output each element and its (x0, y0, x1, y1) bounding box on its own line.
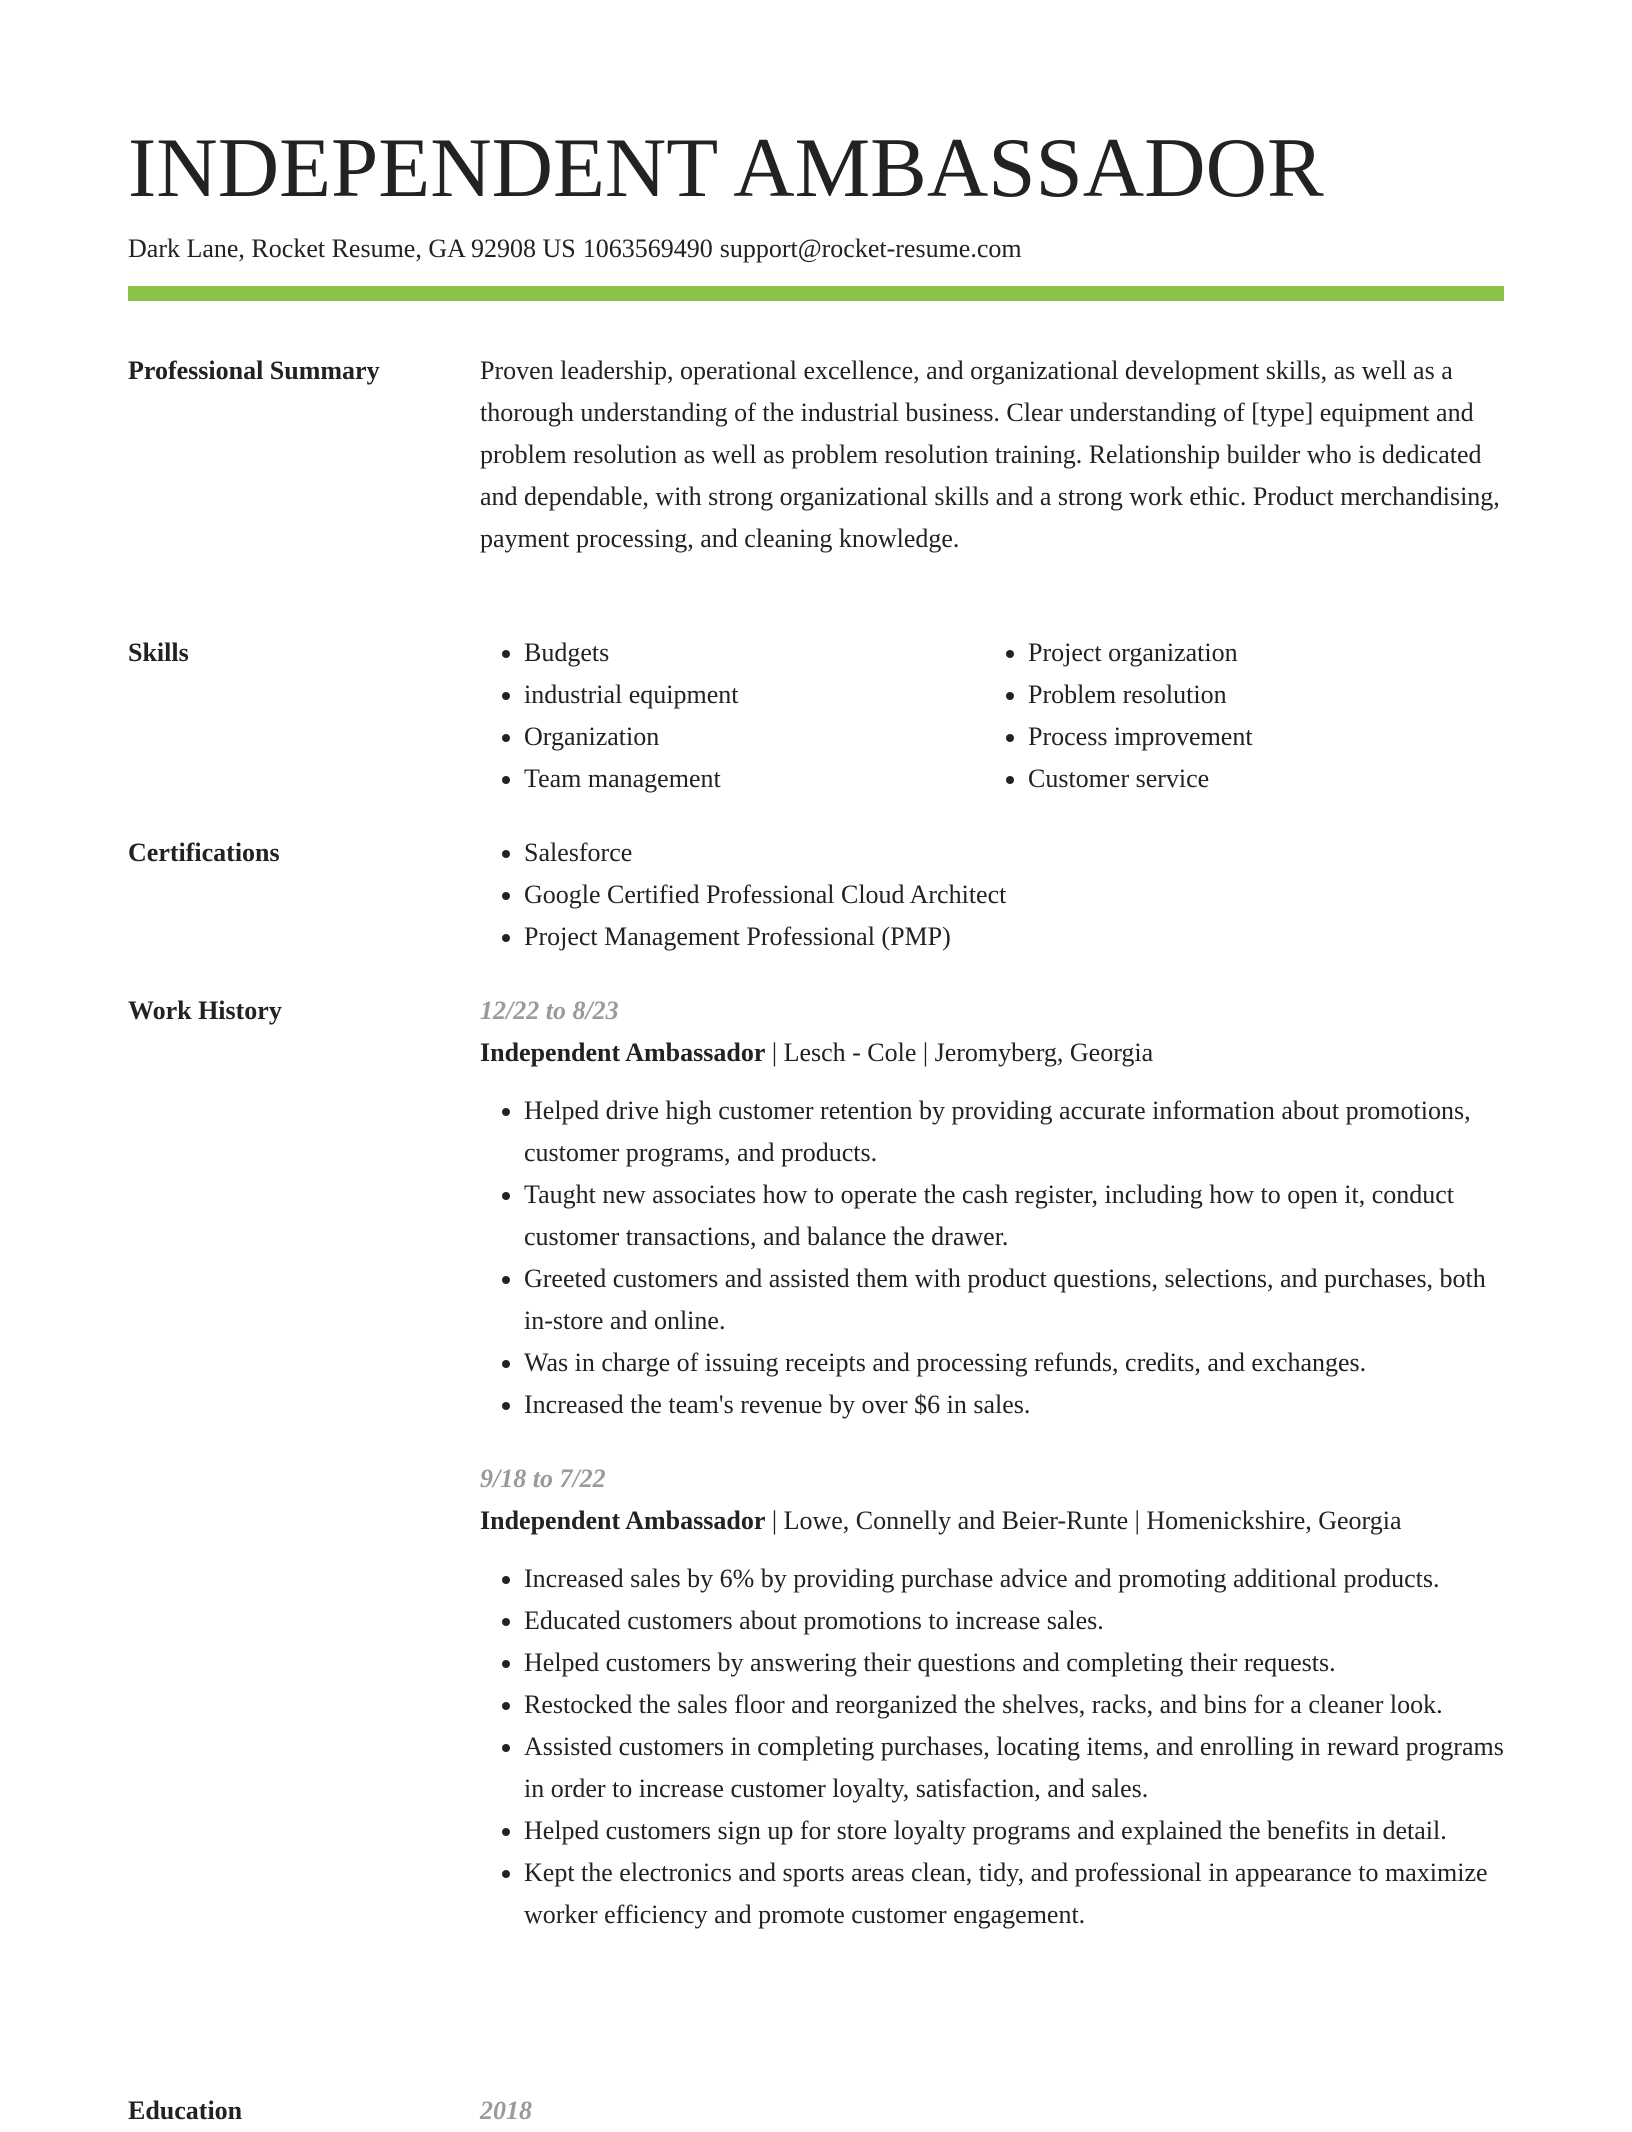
work-history-section-title: Work History (128, 996, 282, 1025)
job-entry (480, 990, 1504, 1426)
skill-item: • Customer service (1028, 758, 1488, 800)
accent-divider (128, 286, 1504, 301)
skills-column-right (984, 632, 1488, 800)
job-role: Independent Ambassador (480, 1506, 766, 1535)
skills-section-title: Skills (128, 638, 189, 667)
skill-item: • Problem resolution (1028, 674, 1488, 716)
skills-list-right (984, 632, 1488, 800)
job-bullet: • Was in charge of issuing receipts and processing refunds, credits, and exchanges. (524, 1342, 1504, 1384)
skills-grid (480, 632, 1504, 800)
job-bullet: • Restocked the sales floor and reorganized the shelves, racks, and bins for a cleaner look. (524, 1684, 1504, 1726)
summary-text: Proven leadership, operational excellence, and organizational development skills, as well as a thorough understanding of the industrial business. Clear understanding of [type] equipment and problem resolution as well as problem resolution training. Relationship builder who is dedicated and dependable, with strong organizational skills and a strong work ethic. Product merchandising, payment processing, and cleaning knowledge. (480, 356, 1500, 553)
skills-body (480, 632, 1504, 800)
contact-phone: 1063569490 (582, 234, 713, 263)
skills-column-left (480, 632, 984, 800)
skill-item: • Project organization (1028, 632, 1488, 674)
job-title-line (480, 1032, 1504, 1074)
job-details: | Lesch - Cole | Jeromyberg, Georgia (765, 1038, 1154, 1067)
skill-item: • Budgets (524, 632, 984, 674)
job-bullet: • Kept the electronics and sports areas clean, tidy, and professional in appearance to maximize worker efficiency and promote customer engagement. (524, 1852, 1504, 1936)
certification-item: • Google Certified Professional Cloud Architect (524, 874, 1504, 916)
certifications-body (480, 832, 1504, 958)
education-dates: 2018 (480, 2096, 532, 2125)
job-bullets (480, 1090, 1504, 1426)
job-dates: 9/18 to 7/22 (480, 1464, 606, 1493)
summary-body (480, 350, 1504, 560)
job-bullet: • Helped drive high customer retention by providing accurate information about promotions, customer programs, and products. (524, 1090, 1504, 1174)
job-details: | Lowe, Connelly and Beier-Runte | Homenickshire, Georgia (765, 1506, 1402, 1535)
contact-address: Dark Lane, Rocket Resume, GA 92908 US (128, 234, 576, 263)
resume-name-heading: INDEPENDENT AMBASSADOR (128, 121, 1324, 215)
contact-email[interactable]: support@rocket-resume.com (719, 234, 1022, 263)
skill-item: • Team management (524, 758, 984, 800)
summary-section-title: Professional Summary (128, 356, 380, 385)
education-body (480, 2090, 1504, 2132)
certifications-list (480, 832, 1504, 958)
contact-line (128, 230, 1029, 268)
job-bullet: • Educated customers about promotions to increase sales. (524, 1600, 1504, 1642)
skill-item: • industrial equipment (524, 674, 984, 716)
certification-item: • Salesforce (524, 832, 1504, 874)
job-bullet: • Assisted customers in completing purchases, locating items, and enrolling in reward programs in order to increase customer loyalty, satisfaction, and sales. (524, 1726, 1504, 1810)
certifications-section-title: Certifications (128, 838, 280, 867)
skill-item: • Process improvement (1028, 716, 1488, 758)
job-bullet: • Increased the team's revenue by over $6 in sales. (524, 1384, 1504, 1426)
job-bullet: • Taught new associates how to operate the cash register, including how to open it, conduct customer transactions, and balance the drawer. (524, 1174, 1504, 1258)
work-history-body (480, 990, 1504, 1936)
education-section-title: Education (128, 2096, 243, 2125)
job-bullet: • Helped customers sign up for store loyalty programs and explained the benefits in detail. (524, 1810, 1504, 1852)
job-dates: 12/22 to 8/23 (480, 996, 619, 1025)
job-bullet: • Helped customers by answering their questions and completing their requests. (524, 1642, 1504, 1684)
certification-item: • Project Management Professional (PMP) (524, 916, 1504, 958)
skill-item: • Organization (524, 716, 984, 758)
job-bullets (480, 1558, 1504, 1936)
job-entry (480, 1458, 1504, 1936)
job-role: Independent Ambassador (480, 1038, 766, 1067)
job-bullet: • Increased sales by 6% by providing purchase advice and promoting additional products. (524, 1558, 1504, 1600)
job-title-line (480, 1500, 1504, 1542)
job-bullet: • Greeted customers and assisted them with product questions, selections, and purchases, both in-store and online. (524, 1258, 1504, 1342)
skills-list-left (480, 632, 984, 800)
